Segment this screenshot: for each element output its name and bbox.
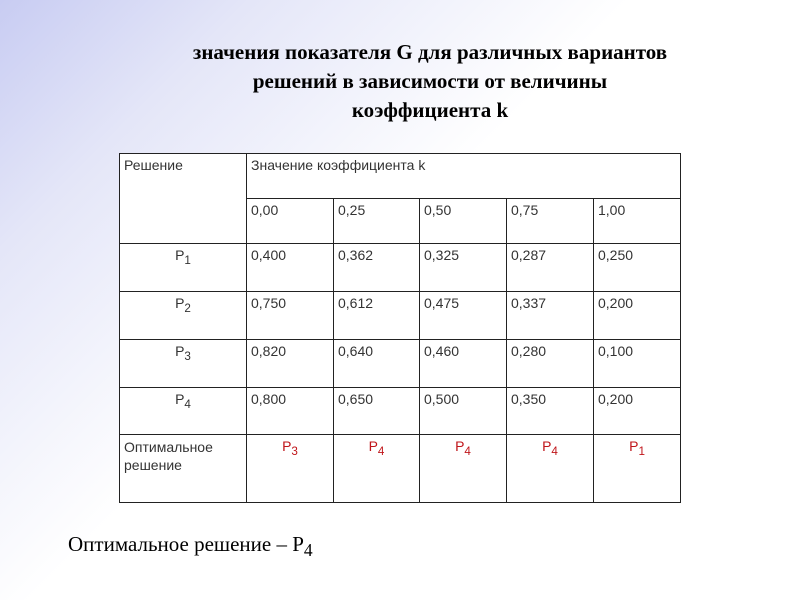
table-cell: 0,362: [334, 244, 420, 292]
table-cell: 0,250: [594, 244, 681, 292]
conclusion-subscript: 4: [303, 540, 313, 561]
optimal-cell: $P_1$: [594, 435, 681, 503]
table-row: [120, 292, 681, 340]
table-cell: 0,400: [247, 244, 334, 292]
row-label: $P_2$: [120, 292, 247, 340]
conclusion-label: Оптимальное решение – P: [68, 532, 304, 556]
table-row: [120, 244, 681, 292]
table-cell: 0,200: [594, 292, 681, 340]
k-value: 0,25: [334, 198, 420, 244]
table-cell: 0,325: [420, 244, 507, 292]
conclusion-text: [68, 532, 313, 561]
k-value: 0,75: [507, 198, 594, 244]
table-cell: 0,200: [594, 387, 681, 435]
table-cell: 0,280: [507, 339, 594, 387]
table-cell: 0,820: [247, 339, 334, 387]
title-line-1: значения показателя G для различных вариантов: [192, 40, 668, 64]
header-solution: Решение: [120, 154, 247, 244]
table-header-row: [120, 154, 681, 199]
row-label: $P_3$: [120, 339, 247, 387]
slide-title: [110, 38, 750, 125]
optimal-cell: $P_4$: [507, 435, 594, 503]
table-row: [120, 339, 681, 387]
table-cell: 0,612: [334, 292, 420, 340]
solutions-table: [119, 153, 681, 503]
optimal-row: [120, 435, 681, 503]
title-line-3: коэффициента k: [351, 98, 509, 122]
optimal-cell: $P_4$: [334, 435, 420, 503]
table-cell: 0,800: [247, 387, 334, 435]
table-cell: 0,287: [507, 244, 594, 292]
table-cell: 0,460: [420, 339, 507, 387]
table-cell: 0,640: [334, 339, 420, 387]
table-cell: 0,750: [247, 292, 334, 340]
table-cell: 0,650: [334, 387, 420, 435]
optimal-row-label: Оптимальное решение: [120, 435, 247, 503]
table-cell: 0,100: [594, 339, 681, 387]
table-cell: 0,350: [507, 387, 594, 435]
k-value: 1,00: [594, 198, 681, 244]
k-value: 0,00: [247, 198, 334, 244]
k-value: 0,50: [420, 198, 507, 244]
row-label: $P_4$: [120, 387, 247, 435]
optimal-cell: $P_4$: [420, 435, 507, 503]
row-label: $P_1$: [120, 244, 247, 292]
table-row: [120, 387, 681, 435]
title-line-2: решений в зависимости от величины: [252, 69, 608, 93]
optimal-cell: $P_3$: [247, 435, 334, 503]
table-cell: 0,475: [420, 292, 507, 340]
header-coefficient: Значение коэффициента k: [247, 154, 681, 199]
table-cell: 0,337: [507, 292, 594, 340]
table-cell: 0,500: [420, 387, 507, 435]
